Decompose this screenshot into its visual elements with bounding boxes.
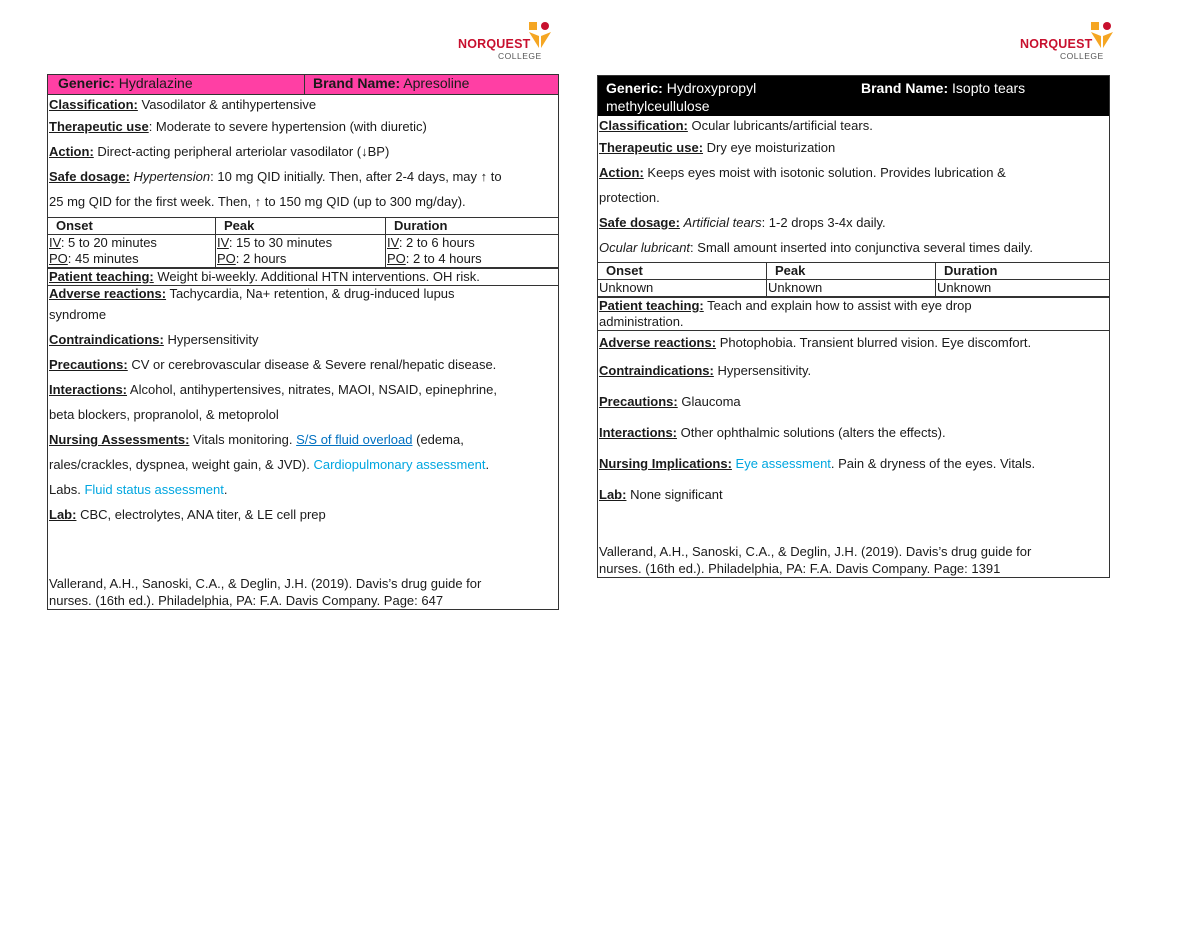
card1-precautions: Precautions: CV or cerebrovascular disease & Severe renal/hepatic disease.: [49, 357, 497, 372]
card1-dosage: Safe dosage: Hypertension: 10 mg QID initially. Then, after 2-4 days, may ↑ to: [49, 169, 502, 184]
duration-header: Duration: [936, 263, 1109, 280]
eye-assessment-link[interactable]: Eye assessment: [735, 456, 831, 471]
card2-classification: Classification: Ocular lubricants/artificial tears.: [599, 118, 873, 133]
card2-body-top: [598, 116, 1109, 260]
card2-action: Action: Keeps eyes moist with isotonic solution. Provides lubrication &: [599, 165, 1006, 180]
card1-generic: Generic: Hydralazine: [48, 75, 305, 94]
card2-generic: Generic: Hydroxypropyl methylceullulose: [606, 80, 757, 114]
card2-body-bottom: [598, 331, 1109, 510]
drug-card-hydroxypropyl: [597, 75, 1110, 578]
card1-dosage-line2: 25 mg QID for the first week. Then, ↑ to 150 mg QID (up to 300 mg/day).: [49, 194, 466, 209]
onset-value: Unknown: [598, 280, 767, 296]
card2-precautions: Precautions: Glaucoma: [599, 394, 741, 409]
duration-po: PO: 2 to 4 hours: [387, 251, 482, 266]
duration-header: Duration: [386, 218, 558, 235]
card1-onset-table: [48, 217, 558, 269]
fluid-overload-link[interactable]: S/S of fluid overload: [296, 432, 413, 447]
logo-sub: COLLEGE: [498, 51, 542, 61]
card1-nursing-line3: Labs. Fluid status assessment.: [49, 482, 228, 497]
logo-sub: COLLEGE: [1060, 51, 1104, 61]
card2-reference: Vallerand, A.H., Sanoski, C.A., & Deglin, J.H. (2019). Davis’s drug guide for nurses. (16th ed.). Philadelphia, PA: F.A. Davis Company. Page: 1391: [599, 544, 1032, 576]
peak-value: Unknown: [767, 280, 936, 296]
fluid-status-link[interactable]: Fluid status assessment: [84, 482, 224, 497]
peak-header: Peak: [767, 263, 936, 280]
peak-po: PO: 2 hours: [216, 251, 386, 267]
card1-body-top: [48, 95, 558, 214]
logo-mark-icon: [528, 22, 552, 52]
peak-header: Peak: [216, 218, 386, 235]
card1-reference: Vallerand, A.H., Sanoski, C.A., & Deglin, J.H. (2019). Davis’s drug guide for nurses. (16th ed.). Philadelphia, PA: F.A. Davis Company. Page: 647: [49, 576, 482, 608]
logo-mark-icon: [1090, 22, 1114, 52]
logo-name: NORQUEST: [1020, 37, 1093, 51]
card1-adverse: Adverse reactions: Tachycardia, Na+ retention, & drug-induced lupus: [49, 286, 455, 301]
card1-nursing: Nursing Assessments: Vitals monitoring. S/S of fluid overload (edema,: [49, 432, 464, 447]
onset-header: Onset: [598, 263, 767, 280]
norquest-logo-right: [1020, 22, 1116, 62]
norquest-logo-left: [458, 22, 554, 62]
card2-onset-table: [598, 262, 1109, 298]
onset-header: Onset: [48, 218, 216, 235]
card1-header: [48, 75, 558, 95]
card1-adverse-line2: syndrome: [49, 307, 107, 322]
card1-brand: Brand Name: Apresoline: [313, 75, 470, 91]
card2-brand: Brand Name: Isopto tears: [861, 80, 1026, 96]
onset-iv: IV: 5 to 20 minutes: [48, 235, 216, 251]
card2-teaching: Patient teaching: Teach and explain how to assist with eye drop administration.: [598, 298, 1109, 331]
card1-therapeutic: Therapeutic use: Moderate to severe hypertension (with diuretic): [49, 119, 427, 134]
card2-lab: Lab: None significant: [599, 487, 723, 502]
drug-card-hydralazine: [47, 74, 559, 610]
card2-action-line2: protection.: [599, 190, 660, 205]
card1-interactions-line2: beta blockers, propranolol, & metoprolol: [49, 407, 279, 422]
card1-body-bottom: [48, 286, 558, 527]
card2-contra: Contraindications: Hypersensitivity.: [599, 363, 812, 378]
card2-interactions: Interactions: Other ophthalmic solutions (alters the effects).: [599, 425, 946, 440]
onset-po: PO: 45 minutes: [48, 251, 216, 267]
peak-iv: IV: 15 to 30 minutes: [216, 235, 386, 251]
card1-interactions: Interactions: Alcohol, antihypertensives, nitrates, MAOI, NSAID, epinephrine,: [49, 382, 497, 397]
cardiopulmonary-link[interactable]: Cardiopulmonary assessment: [313, 457, 486, 472]
card1-contra: Contraindications: Hypersensitivity: [49, 332, 259, 347]
card1-teaching: Patient teaching: Weight bi-weekly. Additional HTN interventions. OH risk.: [48, 269, 558, 286]
logo-name: NORQUEST: [458, 37, 531, 51]
duration-value: Unknown: [937, 280, 992, 295]
card1-classification: Classification: Vasodilator & antihypertensive: [49, 97, 317, 112]
card2-therapeutic: Therapeutic use: Dry eye moisturization: [599, 140, 836, 155]
card2-nursing: Nursing Implications: Eye assessment. Pain & dryness of the eyes. Vitals.: [599, 456, 1036, 471]
card2-dosage-line2: Ocular lubricant: Small amount inserted into conjunctiva several times daily.: [599, 240, 1034, 255]
card1-action: Action: Direct-acting peripheral arteriolar vasodilator (↓BP): [49, 144, 390, 159]
card1-nursing-line2: rales/crackles, dyspnea, weight gain, & JVD). Cardiopulmonary assessment.: [49, 457, 490, 472]
card2-adverse: Adverse reactions: Photophobia. Transient blurred vision. Eye discomfort.: [599, 335, 1032, 350]
duration-iv: IV: 2 to 6 hours: [387, 235, 475, 250]
card2-header: [598, 76, 1109, 116]
card1-lab: Lab: CBC, electrolytes, ANA titer, & LE cell prep: [49, 507, 326, 522]
card2-dosage: Safe dosage: Artificial tears: 1-2 drops 3-4x daily.: [599, 215, 886, 230]
